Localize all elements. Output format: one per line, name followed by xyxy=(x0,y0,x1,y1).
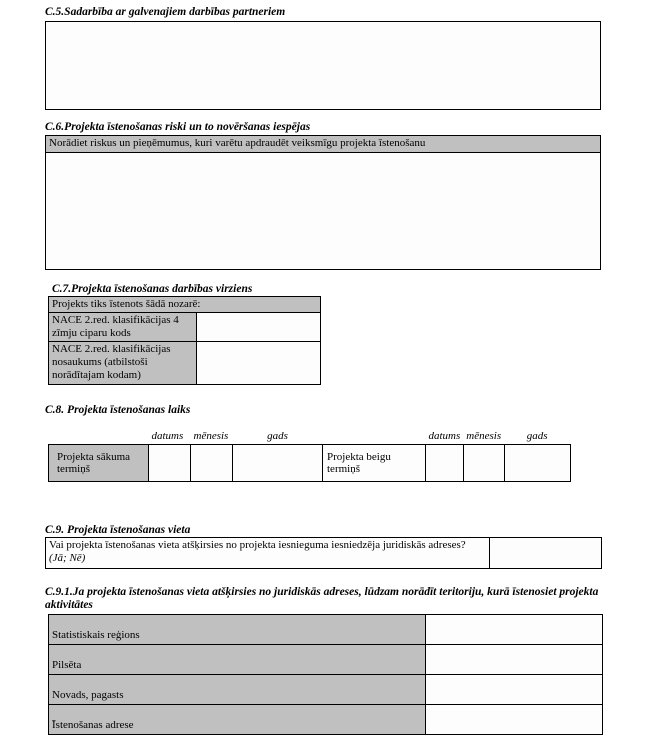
c91-label-region: Statistiskais reģions xyxy=(49,615,426,645)
c8-start-year-field[interactable] xyxy=(233,445,323,482)
c8-end-date-header: datums xyxy=(428,430,461,442)
c8-end-year-field[interactable] xyxy=(504,445,570,482)
c7-table-header: Projekts tiks īstenots šādā nozarē: xyxy=(49,297,321,313)
c8-end-date-field[interactable] xyxy=(426,445,464,482)
c91-municipality-field[interactable] xyxy=(426,675,603,705)
section-c9-title: C.9. Projekta īstenošanas vieta xyxy=(45,524,191,536)
c8-end-year-header: gads xyxy=(526,430,548,442)
table-row xyxy=(49,313,321,342)
c8-main-row xyxy=(49,445,571,482)
c7-table xyxy=(48,296,321,385)
c91-label-municipality: Novads, pagasts xyxy=(49,675,426,705)
table-row xyxy=(49,342,321,385)
c91-city-field[interactable] xyxy=(426,645,603,675)
c7-row-label-nace-code: NACE 2.red. klasifikācijas 4 zīmju ciparu kods xyxy=(49,313,197,342)
section-c8-title: C.8. Projekta īstenošanas laiks xyxy=(45,404,191,416)
c9-answer-hint: (Jā; Nē) xyxy=(49,552,86,564)
section-c5-title: C.5.Sadarbība ar galvenajiem darbības partneriem xyxy=(45,6,286,18)
c7-row-label-nace-name: NACE 2.red. klasifikācijas nosaukums (atbilstoši norādītajam kodam) xyxy=(49,342,197,385)
c7-nace-code-field[interactable] xyxy=(197,313,321,342)
spacer xyxy=(323,430,426,445)
c8-end-label: Projekta beigu termiņš xyxy=(323,445,426,482)
c91-table xyxy=(48,614,603,735)
c9-answer-field[interactable] xyxy=(490,538,602,569)
c91-region-field[interactable] xyxy=(426,615,603,645)
c6-risks-block xyxy=(45,135,601,270)
c9-table xyxy=(45,537,602,569)
spacer xyxy=(49,430,149,445)
table-row xyxy=(49,615,603,645)
c8-table xyxy=(48,430,571,482)
table-row xyxy=(49,645,603,675)
table-row xyxy=(46,538,602,569)
c8-start-month-field[interactable] xyxy=(191,445,233,482)
c9-question: Vai projekta īstenošanas vieta atšķirsies no projekta iesnieguma iesniedzēja juridiskās adreses? xyxy=(49,539,466,551)
c9-question-cell xyxy=(46,538,490,569)
section-c6-title: C.6.Projekta īstenošanas riski un to novēršanas iespējas xyxy=(45,121,311,133)
c6-table-header: Norādiet riskus un pieņēmumus, kuri varētu apdraudēt veiksmīgu projekta īstenošanu xyxy=(46,136,600,153)
c8-end-month-field[interactable] xyxy=(463,445,504,482)
c91-label-city: Pilsēta xyxy=(49,645,426,675)
table-row xyxy=(49,705,603,735)
c8-start-year-header: gads xyxy=(267,430,288,442)
c6-text-area[interactable] xyxy=(46,153,600,269)
c8-start-date-header: datums xyxy=(151,430,184,442)
table-row xyxy=(49,297,321,313)
c91-address-field[interactable] xyxy=(426,705,603,735)
section-c7-title: C.7.Projekta īstenošanas darbības virziens xyxy=(52,283,253,295)
c8-start-month-header: mēnesis xyxy=(193,430,229,442)
c8-start-label: Projekta sākuma termiņš xyxy=(49,445,149,482)
c8-start-date-field[interactable] xyxy=(149,445,191,482)
c7-nace-name-field[interactable] xyxy=(197,342,321,385)
c5-text-area[interactable] xyxy=(45,21,601,110)
section-c91-title: C.9.1.Ja projekta īstenošanas vieta atšķirsies no juridiskās adreses, lūdzam norādīt teritoriju, kurā īstenosiet projekta aktivitātes xyxy=(45,586,599,611)
c91-label-address: Īstenošanas adrese xyxy=(49,705,426,735)
table-row xyxy=(49,675,603,705)
c8-end-month-header: mēnesis xyxy=(466,430,502,442)
c8-header-row xyxy=(49,430,571,445)
